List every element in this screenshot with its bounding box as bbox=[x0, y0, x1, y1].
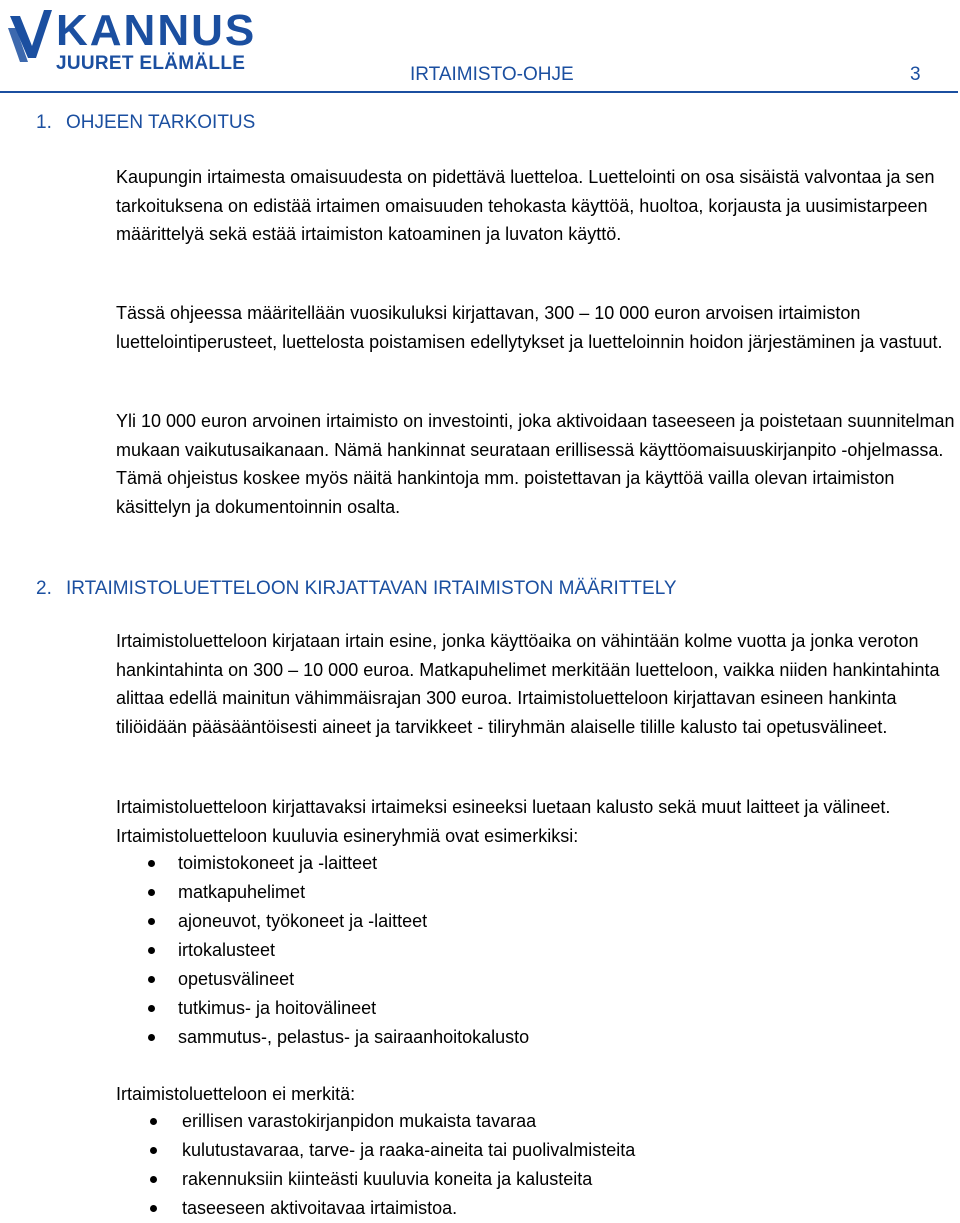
excluded-label: Irtaimistoluetteloon ei merkitä: bbox=[116, 1084, 356, 1104]
section-1-title: OHJEEN TARKOITUS bbox=[66, 112, 256, 133]
list-item: sammutus-, pelastus- ja sairaanhoitokalusto bbox=[116, 1023, 529, 1052]
section-1-paragraph-2: Tässä ohjeessa määritellään vuosikuluksi kirjattavan, 300 – 10 000 euron arvoisen irtaimiston luettelointiperusteet, luettelosta poistamisen edellytykset ja luetteloinnin hoidon järjestäminen ja vastuut. bbox=[116, 303, 943, 352]
section-1-paragraph-1: Kaupungin irtaimesta omaisuudesta on pidettävä luetteloa. Luettelointi on osa sisäistä valvontaa ja sen tarkoituksena on edistää irtaimen omaisuuden tehokasta käyttöä, huoltoa, korjausta ja uusimistarpeen määrittelyä sekä estää irtaimiston katoaminen ja luvaton käyttö. bbox=[116, 167, 935, 244]
list-item: toimistokoneet ja -laitteet bbox=[116, 849, 529, 878]
section-2-heading bbox=[36, 578, 677, 600]
section-1-number: 1. bbox=[36, 112, 52, 133]
kannus-emblem-icon bbox=[6, 8, 56, 74]
section-2-title: IRTAIMISTOLUETTELOON KIRJATTAVAN IRTAIMISTON MÄÄRITTELY bbox=[66, 578, 677, 599]
document-title: IRTAIMISTO-OHJE bbox=[410, 64, 574, 85]
list-item: opetusvälineet bbox=[116, 965, 529, 994]
section-1-paragraph-3: Yli 10 000 euron arvoinen irtaimisto on investointi, joka aktivoidaan taseeseen ja poistetaan suunnitelman mukaan vaikutusaikanaan. Nämä hankinnat seurataan erillisessä käyttöomaisuuskirjanpito -ohjelmassa. Tämä ohjeistus koskee myös näitä hankintoja mm. poistettavan ja käyttöä vailla olevan irtaimiston käsittelyn ja dokumentoinnin osalta. bbox=[116, 411, 955, 517]
section-1-heading bbox=[36, 112, 255, 134]
page-number: 3 bbox=[910, 64, 921, 85]
list-item: erillisen varastokirjanpidon mukaista tavaraa bbox=[116, 1107, 635, 1136]
logo-wordmark: KANNUS bbox=[56, 6, 257, 55]
list-item: taseeseen aktivoitavaa irtaimistoa. bbox=[116, 1194, 635, 1223]
kannus-logo bbox=[6, 4, 256, 76]
included-items-list bbox=[116, 849, 529, 1052]
excluded-items-list bbox=[116, 1107, 635, 1223]
section-2-paragraph-1: Irtaimistoluetteloon kirjataan irtain esine, jonka käyttöaika on vähintään kolme vuotta ja jonka veroton hankintahinta on 300 – 10 000 euroa. Matkapuhelimet merkitään luetteloon, vaikka niiden hankintahinta alittaa edellä mainitun vähimmäisrajan 300 euroa. Irtaimistoluetteloon kirjattavan esineen hankinta tiliöidään pääsääntöisesti aineet ja tarvikkeet - tiliryhmän alaiselle tilille kalusto tai opetusvälineet. bbox=[116, 631, 940, 737]
list-item: tutkimus- ja hoitovälineet bbox=[116, 994, 529, 1023]
section-2-number: 2. bbox=[36, 578, 52, 599]
list-item: rakennuksiin kiinteästi kuuluvia koneita ja kalusteita bbox=[116, 1165, 635, 1194]
logo-tagline: JUURET ELÄMÄLLE bbox=[56, 53, 246, 74]
list-item: ajoneuvot, työkoneet ja -laitteet bbox=[116, 907, 529, 936]
section-2-paragraph-2: Irtaimistoluetteloon kirjattavaksi irtaimeksi esineeksi luetaan kalusto sekä muut laitteet ja välineet. Irtaimistoluetteloon kuuluvia esineryhmiä ovat esimerkiksi: bbox=[116, 797, 891, 846]
header-divider bbox=[0, 91, 958, 93]
list-item: matkapuhelimet bbox=[116, 878, 529, 907]
list-item: kulutustavaraa, tarve- ja raaka-aineita tai puolivalmisteita bbox=[116, 1136, 635, 1165]
list-item: irtokalusteet bbox=[116, 936, 529, 965]
